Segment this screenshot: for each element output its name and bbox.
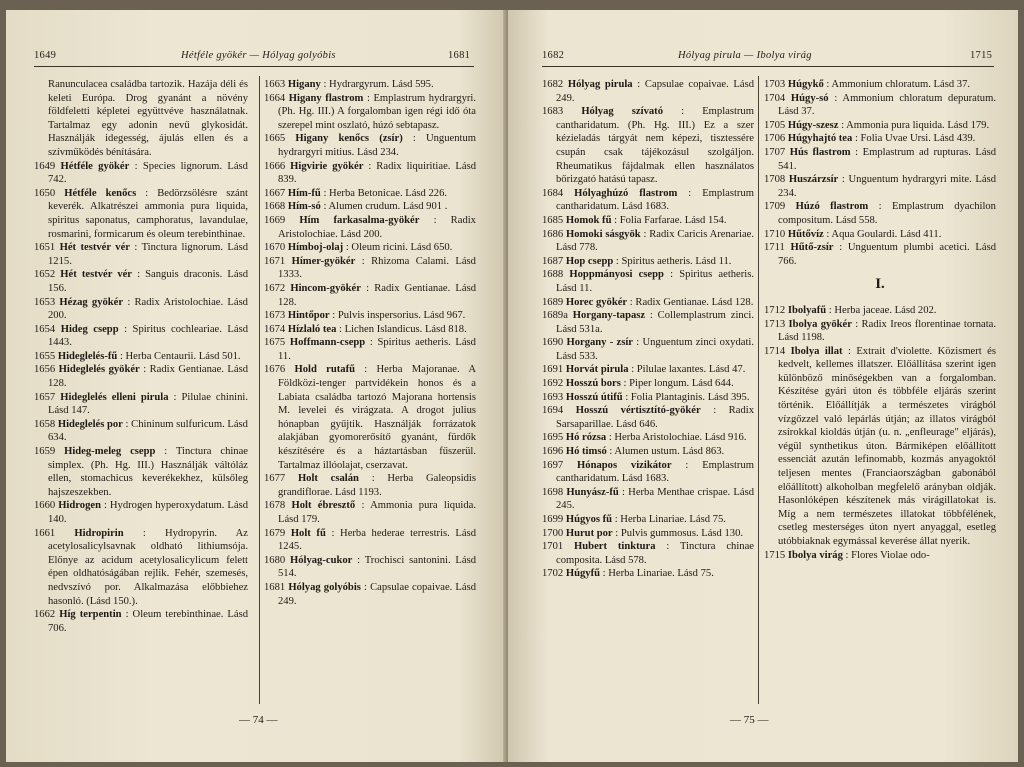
- entry-headword: Holt csalán: [297, 473, 359, 485]
- entry-definition: : Extrait d'violette. Közismert és kedvelt, kellemes illatszer. Előállítása szerint igen különböző minőségekben van a forgalomban. Készítése gyári úton és többféle eljárás szerint történik. Előállítják a természetes virágból vízgőzzel való lepárlás útján; az illatos virágból zsírokkal kioldás útján (u. n. „enfleurage" eljárás), végül synthetikus úton. Bármiképen előállított essenciát azután lefinomabb, kozmás anyagoktól teljesen mentes (Franciaországban gabonából előállított) alkoholban megfelelő arányban oldják. Hasonlóképen készítenek más virágillatokat is. Míg a nem természetes illatokat többfélének, csetleg mesterséges úton nyert anyaggal, esetleg utóbbiaknak egymással keverése állat nyerik.: [778, 345, 996, 547]
- entry-headword: Húgyhajtó tea: [787, 133, 853, 145]
- entry-number: 1653: [34, 296, 56, 308]
- entry-headword: Húzó flastrom: [795, 201, 869, 213]
- dictionary-entry: [764, 200, 996, 227]
- entry-headword: Húgyos fű: [565, 514, 613, 525]
- entry-definition: : Chininum sulfuricum. Lásd 634.: [48, 418, 248, 444]
- dictionary-entry: [264, 527, 476, 554]
- entry-definition: : Ammonium chloratum. Lásd 37.: [826, 79, 971, 90]
- entry-headword: Hold rutafű: [294, 364, 355, 376]
- entry-definition: : Pulvis inspersorius. Lásd 967.: [332, 310, 466, 322]
- entry-number: 1660: [34, 500, 56, 512]
- entry-headword: Hideg csepp: [60, 323, 119, 335]
- entry-definition: : Collemplastrum zinci. Lásd 531a.: [556, 310, 754, 335]
- entry-definition: : Spiritus aetheris. Lásd 11.: [278, 337, 476, 362]
- left-page-number: 1649: [34, 50, 57, 61]
- entry-definition: : Hydrargyrum. Lásd 595.: [323, 79, 434, 90]
- entry-definition: : Alumen crudum. Lásd 901 .: [323, 201, 448, 213]
- entry-definition: : Pilulae laxantes. Lásd 47.: [631, 364, 746, 376]
- entry-headword: Hólyag szívató: [581, 106, 663, 118]
- entry-definition: : Trochisci santonini. Lásd 514.: [278, 554, 476, 580]
- dictionary-entry: [764, 173, 996, 200]
- entry-headword: Higvirie gyökér: [290, 160, 364, 172]
- dictionary-entry: [264, 282, 476, 309]
- entry-number: 1693: [542, 391, 564, 403]
- entry-headword: Hosszú bors: [565, 378, 621, 390]
- dictionary-entry: [542, 105, 754, 187]
- entry-definition: : Capsulae copaivae. Lásd 249.: [556, 79, 754, 104]
- entry-definition: : Radix Gentianae. Lásd 128.: [629, 296, 754, 308]
- entry-headword: Húgykő: [787, 79, 824, 90]
- entry-headword: Horgany - zsír: [566, 337, 633, 349]
- dictionary-entry: [764, 146, 996, 173]
- right-page: [508, 10, 1018, 762]
- left-page-number-end: 1681: [448, 50, 471, 61]
- entry-definition: : Radix Sarsaparillae. Lásd 646.: [556, 405, 754, 430]
- entry-definition: : Bedörzsölésre szánt keverék. Alkatrészei ammonia pura liquida, spiritus saponatus, camphoratus, lavandulae, rosmarini, formicarum és oleum terebinthinae.: [48, 187, 248, 240]
- entry-headword: Húgyfű: [565, 568, 600, 580]
- entry-number: 1678: [264, 500, 286, 512]
- entry-headword: Hűtő-zsír: [790, 242, 834, 254]
- entry-headword: Hideglelés gyökér: [58, 364, 140, 376]
- entry-number: 1685: [542, 214, 564, 226]
- entry-number: 1661: [34, 527, 56, 539]
- entry-headword: Hosszú vértisztító-gyökér: [575, 405, 701, 417]
- entry-number: 1699: [542, 514, 564, 525]
- left-page: [6, 10, 508, 762]
- entry-definition: : Piper longum. Lásd 644.: [623, 378, 734, 390]
- dictionary-entry: [264, 214, 476, 241]
- entry-headword: Hét testvér vér: [60, 269, 133, 281]
- dictionary-entry: [264, 581, 476, 608]
- entry-definition: : Radix Aristolochiae. Lásd 200.: [278, 214, 476, 240]
- dictionary-entry: [34, 187, 248, 241]
- dictionary-entry: [542, 567, 754, 581]
- entry-number: 1704: [764, 92, 786, 104]
- right-column-divider: [758, 76, 759, 704]
- entry-definition: : Emplastrum ad rupturas. Lásd 541.: [778, 146, 996, 172]
- entry-definition: : Species lignorum. Lásd 742.: [48, 160, 248, 186]
- dictionary-entry: [264, 200, 476, 214]
- entry-number: 1676: [264, 364, 286, 376]
- dictionary-entry: [764, 228, 996, 242]
- dictionary-entry: [34, 608, 248, 635]
- entry-definition: : Hydropyrin. Az acetylosalicylsavnak oldható lithiumsója. Előnye az acidum acetylosalicylicum felett épen oldhatóságában rejlik. Fehér, szemesés, nedvszívó por. Alkalmazása előbbiehez hasonló. (Lásd 150.).: [48, 527, 248, 607]
- entry-number: 1701: [542, 541, 564, 553]
- entry-number: 1710: [764, 228, 786, 240]
- entry-headword: Holt fű: [290, 527, 326, 539]
- entry-headword: Hétféle kenőcs: [64, 187, 137, 199]
- dictionary-entry: [264, 309, 476, 323]
- dictionary-entry: [542, 431, 754, 445]
- right-column-1: [542, 78, 754, 581]
- right-column-2: [764, 78, 996, 562]
- dictionary-entry: [264, 160, 476, 187]
- entry-number: 1698: [542, 486, 564, 498]
- entry-number: 1695: [542, 432, 564, 444]
- dictionary-entry: [764, 318, 996, 345]
- entry-headword: Hincom-gyökér: [290, 282, 361, 294]
- entry-number: 1666: [264, 160, 286, 172]
- entry-definition: : Unguentum plumbi acetici. Lásd 766.: [778, 242, 996, 267]
- entry-number: 1684: [542, 187, 564, 199]
- entry-number: 1658: [34, 418, 56, 430]
- dictionary-entry: [264, 78, 476, 92]
- entry-headword: Hólyag pirula: [567, 79, 633, 90]
- entry-number: 1689: [542, 296, 564, 308]
- dictionary-entry: [542, 391, 754, 405]
- entry-definition: : Sanguis draconis. Lásd 156.: [48, 269, 248, 294]
- entry-headword: Ibolyafű: [787, 304, 827, 316]
- entry-definition: : Spiritus cochleariae. Lásd 1443.: [48, 323, 248, 349]
- dictionary-entry: [264, 255, 476, 282]
- dictionary-entry: [764, 241, 996, 268]
- entry-headword: Huszárzsír: [788, 174, 839, 186]
- entry-number: 1669: [264, 214, 286, 226]
- entry-number: 1649: [34, 160, 56, 172]
- entry-number: 1651: [34, 242, 56, 254]
- entry-number: 1712: [764, 304, 786, 316]
- entry-number: 1668: [264, 201, 286, 213]
- dictionary-entry: [542, 377, 754, 391]
- entry-number: 1707: [764, 146, 786, 158]
- entry-definition: : Capsulae copaivae. Lásd 249.: [278, 581, 477, 607]
- dictionary-entry: [764, 132, 996, 146]
- dictionary-entry: [34, 350, 248, 364]
- entry-definition: : Lichen Islandicus. Lásd 818.: [339, 323, 467, 335]
- entry-headword: Ibolya illat: [790, 345, 843, 357]
- entry-headword: Húgy-szesz: [787, 119, 839, 131]
- dictionary-entry: [542, 255, 754, 269]
- entry-number: 1692: [542, 378, 564, 390]
- entry-continuation: Ranunculacea családba tartozik. Hazája déli és keleti Európa. Drog gyanánt a növény földfeletti képletei együttvéve használatnak. Tartalmaz egy adonin nevű glykosidát. Használják idegesség, ájulás ellen és a szívműködés bénítására.: [48, 79, 248, 158]
- entry-number: 1657: [34, 391, 56, 403]
- entry-definition: : Herba Galeopsidis grandiflorae. Lásd 1193.: [278, 473, 477, 498]
- entry-number: 1665: [264, 133, 286, 145]
- entry-definition: : Flores Violae odo-: [845, 549, 930, 561]
- entry-definition: : Emplastrum cantharidatum. (Ph. Hg. III.) Ez a szer kézieladás tárgyát nem képezi, tisztessére csupán csak tájékozásul szolgáljon. Rheumatikus fájdalmak ellen használatos bőrizgató hatású tapasz.: [556, 106, 754, 186]
- right-column-2-h-entries: [764, 78, 996, 268]
- entry-headword: Hideg-meleg csepp: [64, 446, 156, 458]
- right-page-number-end: 1715: [970, 50, 993, 61]
- entry-headword: Hunyász-fű: [566, 486, 619, 498]
- entry-number: 1650: [34, 187, 56, 199]
- entry-definition: : Radix Aristolochiae. Lásd 200.: [48, 296, 248, 322]
- entry-headword: Hó rózsa: [565, 432, 607, 444]
- entry-definition: : Unguentum hydrargyri mitius. Lásd 234.: [278, 133, 476, 158]
- entry-number: 1672: [264, 282, 286, 294]
- dictionary-entry: [542, 228, 754, 255]
- entry-definition: : Unguentum hydrargyri mite. Lásd 234.: [778, 174, 996, 199]
- entry-headword: Hús flastrom: [789, 146, 851, 158]
- entry-headword: Hólyaghúzó flastrom: [574, 187, 678, 199]
- dictionary-entry: [542, 404, 754, 431]
- entry-headword: Homoki sásgyök: [566, 228, 641, 240]
- entry-headword: Hosszú útifű: [565, 391, 623, 403]
- entry-number: 1687: [542, 255, 564, 267]
- dictionary-entry: [542, 78, 754, 105]
- entry-headword: Hubert tinktura: [574, 541, 656, 553]
- entry-headword: Hézag gyökér: [59, 296, 124, 308]
- entry-definition: : Unguentum zinci oxydati. Lásd 533.: [556, 337, 754, 362]
- entry-number: 1706: [764, 133, 786, 145]
- dictionary-entry: [34, 296, 248, 323]
- entry-headword: Hop csepp: [565, 255, 614, 267]
- entry-number: 1667: [264, 187, 286, 199]
- left-running-title: Hétféle gyökér — Hólyag golyóbis: [181, 50, 336, 61]
- entry-definition: : Emplastrum cantharidatum. Lásd 1683.: [556, 187, 754, 213]
- entry-number: 1652: [34, 269, 56, 281]
- dictionary-entry: [264, 92, 476, 133]
- entry-definition: : Spiritus aetheris. Lásd 11.: [615, 255, 732, 267]
- entry-number: 1708: [764, 174, 786, 186]
- entry-definition: : Herba Linariae. Lásd 75.: [602, 568, 714, 580]
- entry-headword: Hím-só: [287, 201, 321, 213]
- dictionary-entry: [34, 499, 248, 526]
- entry-headword: Hideglelés elleni pirula: [60, 391, 169, 403]
- entry-number: 1682: [542, 79, 564, 90]
- dictionary-entry: [764, 119, 996, 133]
- entry-number: 1700: [542, 527, 564, 539]
- entry-number: 1674: [264, 323, 286, 335]
- entry-headword: Hoppmányosi csepp: [569, 269, 664, 281]
- entry-definition: : Ammonia pura liquida. Lásd 179.: [841, 119, 990, 131]
- dictionary-entry: [264, 363, 476, 472]
- entry-headword: Híg terpentin: [59, 609, 122, 621]
- entry-number: 1673: [264, 310, 286, 322]
- entry-definition: : Tinctura chinae simplex. (Ph. Hg. III.) Használják váltóláz ellen, stomachicus keverékekhez, külsőleg hajszeszekben.: [48, 446, 249, 498]
- dictionary-entry: [34, 160, 248, 187]
- entry-number: 1694: [542, 405, 564, 417]
- dictionary-entry: [542, 540, 754, 567]
- entry-headword: Hidropirin: [74, 527, 124, 539]
- dictionary-entry: [34, 418, 248, 445]
- entry-definition: : Herba Betonicae. Lásd 226.: [323, 187, 448, 199]
- entry-definition: : Folia Plantaginis. Lásd 395.: [625, 391, 750, 403]
- entry-headword: Húgy-só: [790, 92, 829, 104]
- dictionary-entry: [264, 499, 476, 526]
- entry-definition: : Rhizoma Calami. Lásd 1333.: [278, 255, 476, 281]
- entry-number: 1689a: [542, 310, 568, 322]
- entry-headword: Hó timsó: [565, 446, 607, 458]
- entry-definition: : Herba Linariae. Lásd 75.: [614, 514, 726, 525]
- entry-definition: : Radix Gentianae. Lásd 128.: [48, 364, 248, 390]
- entry-definition: : Oleum terebinthinae. Lásd 706.: [48, 609, 248, 634]
- dictionary-entry: [542, 296, 754, 310]
- right-header-rule: [542, 66, 994, 67]
- dictionary-entry: [34, 363, 248, 390]
- dictionary-entry: [34, 323, 248, 350]
- entry-number: 1709: [764, 201, 786, 213]
- entry-headword: Hurut por: [565, 527, 613, 539]
- entry-headword: Hízlaló tea: [287, 323, 337, 335]
- dictionary-entry: [764, 345, 996, 549]
- entry-definition: : Tinctura chinae composita. Lásd 578.: [556, 541, 754, 566]
- dictionary-entry: [264, 132, 476, 159]
- section-letter-heading: I.: [875, 276, 885, 293]
- right-column-2-i-entries: [764, 304, 996, 562]
- entry-definition: : Radix Ireos florentinae tornata. Lásd 1198.: [778, 318, 996, 344]
- entry-definition: : Pilulae chinini. Lásd 147.: [48, 391, 248, 417]
- entry-number: 1681: [264, 581, 286, 593]
- dictionary-entry: [264, 472, 476, 499]
- entry-headword: Hideglelés por: [57, 418, 123, 430]
- left-folio: — 74 —: [239, 714, 278, 726]
- entry-number: 1688: [542, 269, 564, 281]
- entry-number: 1705: [764, 119, 786, 131]
- entry-number: 1679: [264, 527, 286, 539]
- entry-definition: : Herba Aristolochiae. Lásd 916.: [608, 432, 747, 444]
- dictionary-entry: [764, 549, 996, 563]
- entry-definition: : Hydrogen hyperoxydatum. Lásd 140.: [48, 500, 248, 525]
- entry-headword: Ibolya gyökér: [788, 318, 852, 330]
- entry-number: 1677: [264, 473, 286, 485]
- entry-headword: Hím farkasalma-gyökér: [299, 214, 420, 226]
- entry-headword: Hidrogen: [58, 500, 101, 512]
- dictionary-entry: [264, 241, 476, 255]
- entry-number: 1670: [264, 242, 286, 254]
- dictionary-entry: [764, 78, 996, 92]
- left-header-rule: [34, 66, 474, 67]
- dictionary-entry: [34, 527, 248, 609]
- entry-number: 1697: [542, 459, 564, 471]
- entry-definition: : Radix liquiritiae. Lásd 839.: [278, 160, 476, 186]
- entry-number: 1655: [34, 350, 56, 362]
- entry-definition: : Emplastrum dyachilon compositum. Lásd 558.: [778, 201, 996, 226]
- entry-number: 1664: [264, 92, 286, 104]
- dictionary-entry: [542, 486, 754, 513]
- entry-number: 1703: [764, 79, 786, 90]
- entry-headword: Hétféle gyökér: [60, 160, 130, 172]
- entry-number: 1659: [34, 446, 56, 458]
- entry-number: 1711: [764, 242, 785, 254]
- entry-definition: : Emplastrum hydrargyri. (Ph. Hg. III.) A forgalomban igen régi idő óta szerepel mint oszlató, húzó sebtapasz.: [278, 92, 476, 131]
- entry-definition: : Herba Menthae crispae. Lásd 245.: [556, 486, 754, 512]
- dictionary-entry: [542, 459, 754, 486]
- dictionary-entry: [542, 268, 754, 295]
- dictionary-entry: [264, 554, 476, 581]
- entry-headword: Ibolya virág: [787, 549, 843, 561]
- dictionary-entry: [264, 336, 476, 363]
- right-folio: — 75 —: [730, 714, 769, 726]
- entry-headword: Hímer-gyökér: [291, 255, 356, 267]
- entry-definition: : Herba Majoranae. A Földközi-tenger partvidékein honos és a Labiata családba tartozó Majorana hortensis M. levelei és virágzata. A drogot julius hónapban gyűjtik. Használják forrázatok alakjában gyomorerősítő gyanánt, fürdők készítésére és a háztartásban fűszerül. Tartalmaz illóolajat, cserzavat.: [278, 364, 477, 471]
- entry-number: 1686: [542, 228, 564, 240]
- entry-definition: : Tinctura lignorum. Lásd 1215.: [48, 242, 249, 267]
- dictionary-entry: [34, 241, 248, 268]
- entry-number: 1713: [764, 318, 786, 330]
- entry-number: 1680: [264, 554, 286, 566]
- entry-headword: Hím-fű: [287, 187, 321, 199]
- entry-number: 1654: [34, 323, 56, 335]
- right-page-number: 1682: [542, 50, 565, 61]
- entry-headword: Hoffmann-csepp: [289, 337, 366, 349]
- entry-definition: : Radix Gentianae. Lásd 128.: [278, 282, 476, 308]
- left-column-1: [34, 78, 248, 635]
- entry-definition: : Aqua Goulardi. Lásd 411.: [826, 228, 942, 240]
- entry-number: 1671: [264, 255, 286, 267]
- entry-definition: : Emplastrum cantharidatum. Lásd 1683.: [556, 459, 754, 485]
- entry-definition: : Alumen ustum. Lásd 863.: [609, 446, 725, 458]
- dictionary-entry: [34, 445, 248, 499]
- entry-definition: : Spiritus aetheris. Lásd 11.: [556, 269, 755, 294]
- dictionary-entry: [542, 187, 754, 214]
- dictionary-entry: [542, 513, 754, 527]
- entry-headword: Hűtővíz: [787, 228, 824, 240]
- entry-headword: Hónapos vizikátor: [577, 459, 672, 471]
- left-column-2: [264, 78, 476, 608]
- book-spread: [6, 10, 1018, 762]
- entry-headword: Hideglelés-fű: [57, 350, 118, 362]
- dictionary-entry: [542, 336, 754, 363]
- entry-headword: Hólyag golyóbis: [288, 581, 361, 593]
- dictionary-entry: [34, 391, 248, 418]
- dictionary-entry: [764, 92, 996, 119]
- entry-number: 1696: [542, 446, 564, 458]
- entry-number: 1675: [264, 337, 286, 349]
- entry-number: 1656: [34, 364, 56, 376]
- dictionary-entry: [264, 187, 476, 201]
- entry-definition: : Herba hederae terrestris. Lásd 1245.: [278, 527, 476, 553]
- entry-definition: : Ammonium chloratum depuratum. Lásd 37.: [778, 92, 996, 118]
- dictionary-entry: [542, 363, 754, 377]
- left-column-divider: [259, 76, 260, 704]
- entry-number: 1715: [764, 549, 786, 561]
- entry-definition: : Radix Caricis Arenariae. Lásd 778.: [556, 228, 755, 254]
- dictionary-entry: [542, 214, 754, 228]
- entry-headword: Hímboj-olaj: [287, 242, 344, 254]
- entry-headword: Higany kenőcs (zsír): [295, 133, 403, 145]
- entry-headword: Holt ébresztő: [291, 500, 356, 512]
- dictionary-entry: [542, 445, 754, 459]
- entry-number: 1702: [542, 568, 564, 580]
- entry-number: 1683: [542, 106, 564, 118]
- entry-number: 1662: [34, 609, 56, 621]
- entry-number: 1690: [542, 337, 564, 349]
- entry-headword: Higany: [287, 79, 321, 90]
- right-running-title: Hólyag pirula — Ibolya virág: [678, 50, 812, 61]
- entry-definition: : Pulvis gummosus. Lásd 130.: [615, 527, 744, 539]
- entry-number: 1663: [264, 79, 286, 90]
- dictionary-entry: [34, 268, 248, 295]
- dictionary-entry: [264, 323, 476, 337]
- entry-headword: Horec gyökér: [565, 296, 628, 308]
- entry-number: 1691: [542, 364, 564, 376]
- entry-definition: : Ammonia pura liquida. Lásd 179.: [278, 500, 476, 525]
- entry-headword: Hólyag-cukor: [289, 554, 353, 566]
- dictionary-entry: [764, 304, 996, 318]
- entry-definition: : Herba Centaurii. Lásd 501.: [119, 350, 241, 362]
- entry-headword: Hintőpor: [287, 310, 330, 322]
- entry-headword: Hét testvér vér: [59, 242, 130, 254]
- entry-headword: Higany flastrom: [288, 92, 364, 104]
- entry-definition: : Folia Farfarae. Lásd 154.: [614, 214, 727, 226]
- entry-definition: : Oleum ricini. Lásd 650.: [345, 242, 453, 254]
- entry-number: 1714: [764, 345, 786, 357]
- entry-headword: Horvát pirula: [565, 364, 629, 376]
- entry-definition: : Herba jaceae. Lásd 202.: [828, 304, 937, 316]
- dictionary-entry: [542, 309, 754, 336]
- entry-definition: : Folia Uvae Ursi. Lásd 439.: [854, 133, 976, 145]
- entry-headword: Homok fű: [565, 214, 612, 226]
- entry-headword: Horgany-tapasz: [572, 310, 646, 322]
- dictionary-entry: [542, 527, 754, 541]
